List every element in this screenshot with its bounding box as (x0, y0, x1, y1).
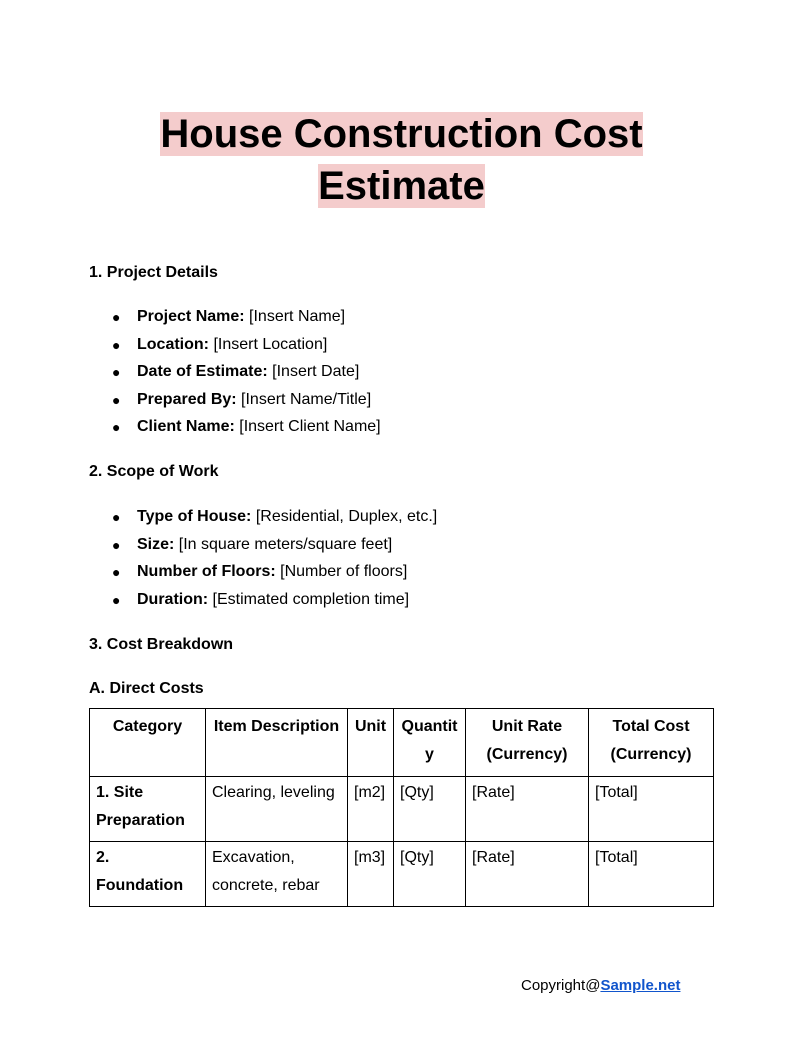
item-label: Date of Estimate: (137, 363, 268, 380)
column-header: Unit Rate (Currency) (466, 709, 589, 777)
item-label: Location: (137, 335, 209, 353)
sample-net-link[interactable]: Sample.net (600, 977, 681, 994)
item-value: [Insert Name] (244, 308, 346, 325)
bullet-icon: ● (112, 309, 121, 325)
column-header: Item Description (206, 709, 348, 777)
table-cell-category: 1. Site Preparation (90, 777, 206, 842)
item-label: Number of Floors: (137, 563, 276, 580)
table-cell-quantity: [Qty] (394, 777, 466, 842)
table-cell-category: 2. Foundation (90, 842, 206, 907)
item-label: Duration: (137, 590, 209, 608)
table-cell-unit-rate: [Rate] (466, 777, 589, 842)
list-item (89, 335, 381, 363)
list-item (89, 390, 381, 418)
document-title (149, 108, 654, 212)
list-item (89, 507, 437, 535)
list-item (89, 562, 437, 590)
section-heading-cost-breakdown: 3. Cost Breakdown (89, 636, 234, 653)
item-label: Size: (137, 535, 175, 553)
scope-of-work-list (89, 507, 437, 617)
table-cell-quantity: [Qty] (394, 842, 466, 907)
item-value: [Insert Name/Title] (236, 390, 372, 408)
bullet-icon: ● (112, 564, 121, 580)
bullet-icon: ● (112, 391, 121, 408)
table-cell-unit-rate: [Rate] (466, 842, 589, 907)
section-heading-scope-of-work: 2. Scope of Work (89, 463, 219, 480)
column-header: Total Cost (Currency) (589, 709, 714, 777)
item-value: [Insert Client Name] (234, 418, 381, 435)
table-header-row (90, 709, 714, 777)
item-value: [Insert Location] (209, 335, 328, 353)
item-label: Project Name: (137, 308, 245, 325)
direct-costs-table (89, 708, 714, 907)
bullet-icon: ● (112, 336, 121, 353)
table-row (90, 842, 714, 907)
column-header: Unit (348, 709, 394, 777)
bullet-icon: ● (112, 591, 121, 608)
bullet-icon: ● (112, 509, 121, 525)
item-value: [Estimated completion time] (208, 590, 410, 608)
bullet-icon: ● (112, 419, 121, 435)
subheading-direct-costs: A. Direct Costs (89, 680, 204, 697)
item-value: [Insert Date] (267, 363, 360, 380)
item-value: [Number of floors] (275, 563, 408, 580)
section-heading-project-details: 1. Project Details (89, 264, 218, 281)
column-header: Category (90, 709, 206, 777)
list-item (89, 590, 437, 618)
item-value: [In square meters/square feet] (174, 535, 393, 553)
title-line-1: House Construction Cost (160, 112, 643, 156)
table-cell-unit: [m2] (348, 777, 394, 842)
item-label: Type of House: (137, 508, 252, 525)
table-cell-description: Clearing, leveling (206, 777, 348, 842)
copyright-text: Copyright@ (521, 977, 601, 994)
table-cell-total-cost: [Total] (589, 842, 714, 907)
project-details-list (89, 307, 381, 445)
bullet-icon: ● (112, 364, 121, 380)
list-item (89, 417, 381, 445)
table-cell-description: Excavation, concrete, rebar (206, 842, 348, 907)
table-cell-total-cost: [Total] (589, 777, 714, 842)
column-header: Quantity (394, 709, 466, 777)
title-line-2: Estimate (318, 164, 485, 208)
list-item (89, 535, 437, 563)
item-label: Client Name: (137, 418, 235, 435)
bullet-icon: ● (112, 536, 121, 553)
item-value: [Residential, Duplex, etc.] (251, 508, 438, 525)
item-label: Prepared By: (137, 390, 237, 408)
table-cell-unit: [m3] (348, 842, 394, 907)
list-item (89, 362, 381, 390)
table-row (90, 777, 714, 842)
copyright-footer (521, 976, 680, 996)
list-item (89, 307, 381, 335)
